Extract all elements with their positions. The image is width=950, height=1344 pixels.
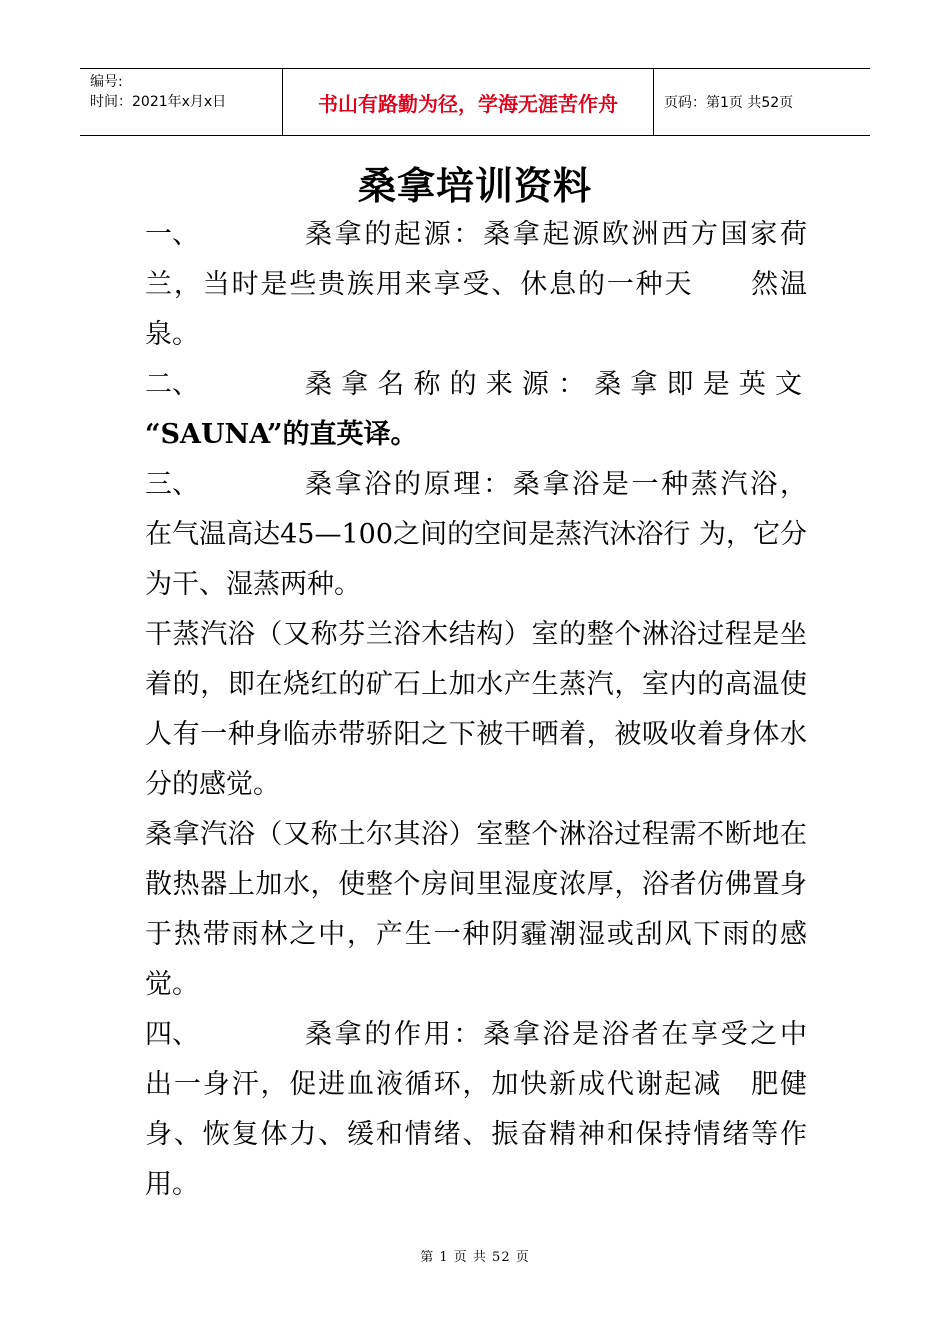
section-lead: 桑拿的作用：桑拿浴是浴者在享受之中	[305, 1019, 807, 1050]
section-origin	[145, 210, 807, 360]
document-title: 桑拿培训资料	[357, 163, 592, 208]
paragraph-steam-sauna: 桑拿汽浴（又称土尔其浴）室整个淋浴过程需不断地在散热器上加水，使整个房间里湿度浓厚，浴者仿佛置身于热带雨林之中，产生一种阴霾潮湿或刮风下雨的感觉。	[145, 819, 807, 1000]
section-lead: 桑拿名称的来源：桑拿即是英文	[305, 369, 807, 400]
page-footer: 第 1 页 共 52 页	[420, 1250, 530, 1265]
section-principle	[145, 460, 807, 610]
section-effects	[145, 1010, 807, 1210]
section-text: 在气温高达45—100之间的空间是蒸汽沐浴行 为，它分为干、湿蒸两种。	[145, 519, 807, 600]
page-header	[80, 68, 870, 136]
section-text: “SAUNA”的直英译。	[145, 419, 418, 450]
section-text: 出一身汗，促进血液循环，加快新成代谢起减 肥健身、恢复体力、缓和情绪、振奋精神和保持情绪等作用。	[145, 1069, 807, 1200]
section-name-source	[145, 360, 807, 460]
document-number: 编号:	[90, 74, 123, 90]
header-motto: 书山有路勤为径，学海无涯苦作舟	[282, 69, 654, 135]
section-number: 四、	[145, 1019, 199, 1050]
header-page-info: 页码：第1页 共52页	[664, 95, 794, 111]
section-lead: 桑拿的起源：桑拿起源欧洲西方国家荷	[305, 219, 807, 250]
document-body	[145, 210, 807, 1210]
section-number: 三、	[145, 469, 199, 500]
document-time: 时间：2021年x月x日	[90, 94, 227, 110]
section-text: 兰，当时是些贵族用来享受、休息的一种天 然温泉。	[145, 269, 807, 350]
paragraph-dry-sauna: 干蒸汽浴（又称芬兰浴木结构）室的整个淋浴过程是坐着的，即在烧红的矿石上加水产生蒸汽，室内的高温使人有一种身临赤带骄阳之下被干晒着，被吸收着身体水分的感觉。	[145, 619, 807, 800]
section-number: 一、	[145, 219, 199, 250]
header-meta	[80, 69, 282, 135]
section-number: 二、	[145, 369, 199, 400]
section-lead: 桑拿浴的原理：桑拿浴是一种蒸汽浴，	[305, 469, 807, 500]
